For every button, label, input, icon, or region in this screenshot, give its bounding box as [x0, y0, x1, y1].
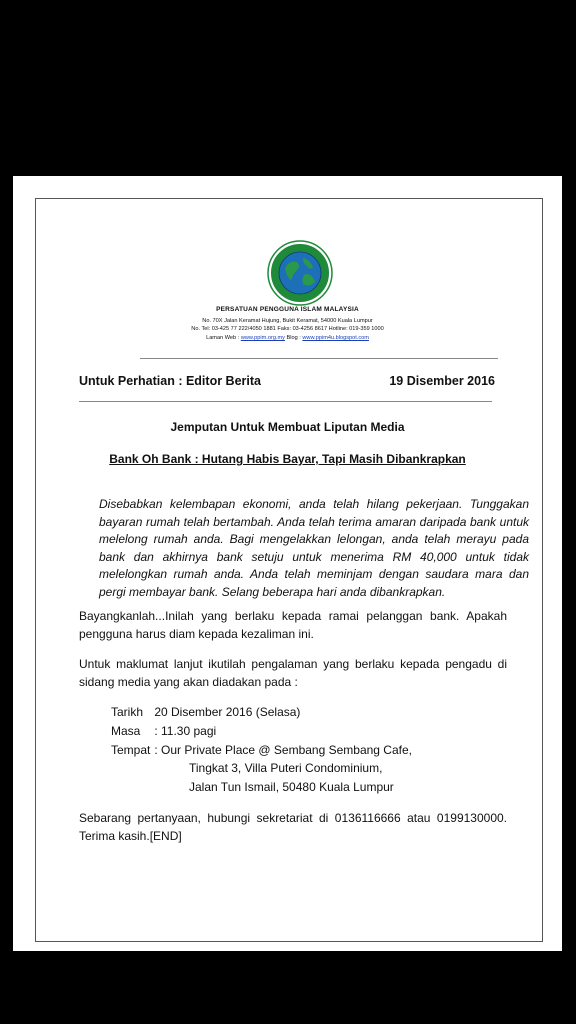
attention-line: Untuk Perhatian : Editor Berita — [79, 374, 261, 388]
paragraph-enquiries: Sebarang pertanyaan, hubungi sekretariat di 0136116666 atau 0199130000. Terima kasih.[END] — [79, 811, 507, 843]
detail-place-line2: Tingkat 3, Villa Puteri Condominium, — [189, 761, 383, 776]
detail-place-label: Tempat — [111, 742, 151, 757]
attention-divider — [79, 401, 492, 402]
invitation-title: Jemputan Untuk Membuat Liputan Media — [170, 420, 405, 434]
letter-date: 19 Disember 2016 — [389, 374, 495, 388]
detail-place-line3: Jalan Tun Ismail, 50480 Kuala Lumpur — [189, 780, 394, 795]
paragraph-more-info: Untuk maklumat lanjut ikutilah pengalaman yang berlaku kepada pengadu di sidang media yang akan diadakan pada : — [79, 657, 507, 689]
headline-text: Bank Oh Bank : Hutang Habis Bayar, Tapi Masih Dibankrapkan — [109, 452, 466, 466]
org-address: No. 70X Jalan Keramat Hujung, Bukit Keramat, 54000 Kuala Lumpur — [202, 318, 373, 324]
org-web — [13, 335, 562, 341]
detail-place-value: : Our Private Place @ Sembang Sembang Cafe, — [151, 742, 412, 757]
detail-date-value: 20 Disember 2016 (Selasa) — [151, 705, 301, 719]
paragraph-imagine: Bayangkanlah...Inilah yang berlaku kepada ramai pelanggan bank. Apakah pengguna harus diam kepada kezaliman ini. — [79, 609, 507, 641]
italic-scenario-paragraph: Disebabkan kelembapan ekonomi, anda telah hilang pekerjaan. Tunggakan bayaran rumah telah bertambah. Anda telah terima amaran daripada bank untuk melelong rumah anda. Bagi mengelakkan lelongan, anda telah merayu pada bank dan akhirnya bank setuju untuk menerima RM 40,000 untuk tidak melelongkan rumah anda. Anda telah meminjam dengan saudara mara dan pergi membayar bank. Selang beberapa hari anda dibankrapkan. — [99, 497, 529, 599]
header-divider — [140, 358, 498, 359]
document-page — [13, 176, 562, 951]
website-link[interactable]: www.ppim.org.my — [240, 335, 285, 341]
detail-place-row — [111, 741, 412, 760]
org-contact: No. Tel: 03-425 77 222/4050 1881 Faks: 03-4256 8617 Hotline: 019-359 1000 — [191, 326, 384, 332]
detail-date-row — [111, 703, 412, 722]
headline — [13, 452, 562, 466]
event-details — [111, 703, 412, 797]
ppim-logo — [267, 240, 333, 306]
org-name: PERSATUAN PENGGUNA ISLAM MALAYSIA — [216, 306, 359, 313]
detail-time-label: Masa — [111, 723, 141, 738]
blog-prefix: Blog : — [284, 335, 303, 341]
web-prefix: Laman Web : — [206, 335, 241, 341]
detail-time-row — [111, 722, 412, 741]
blog-link[interactable]: www.ppim4u.blogspot.com — [302, 335, 369, 341]
detail-time-value: : 11.30 pagi — [151, 723, 217, 738]
detail-date-label: Tarikh — [111, 705, 144, 719]
